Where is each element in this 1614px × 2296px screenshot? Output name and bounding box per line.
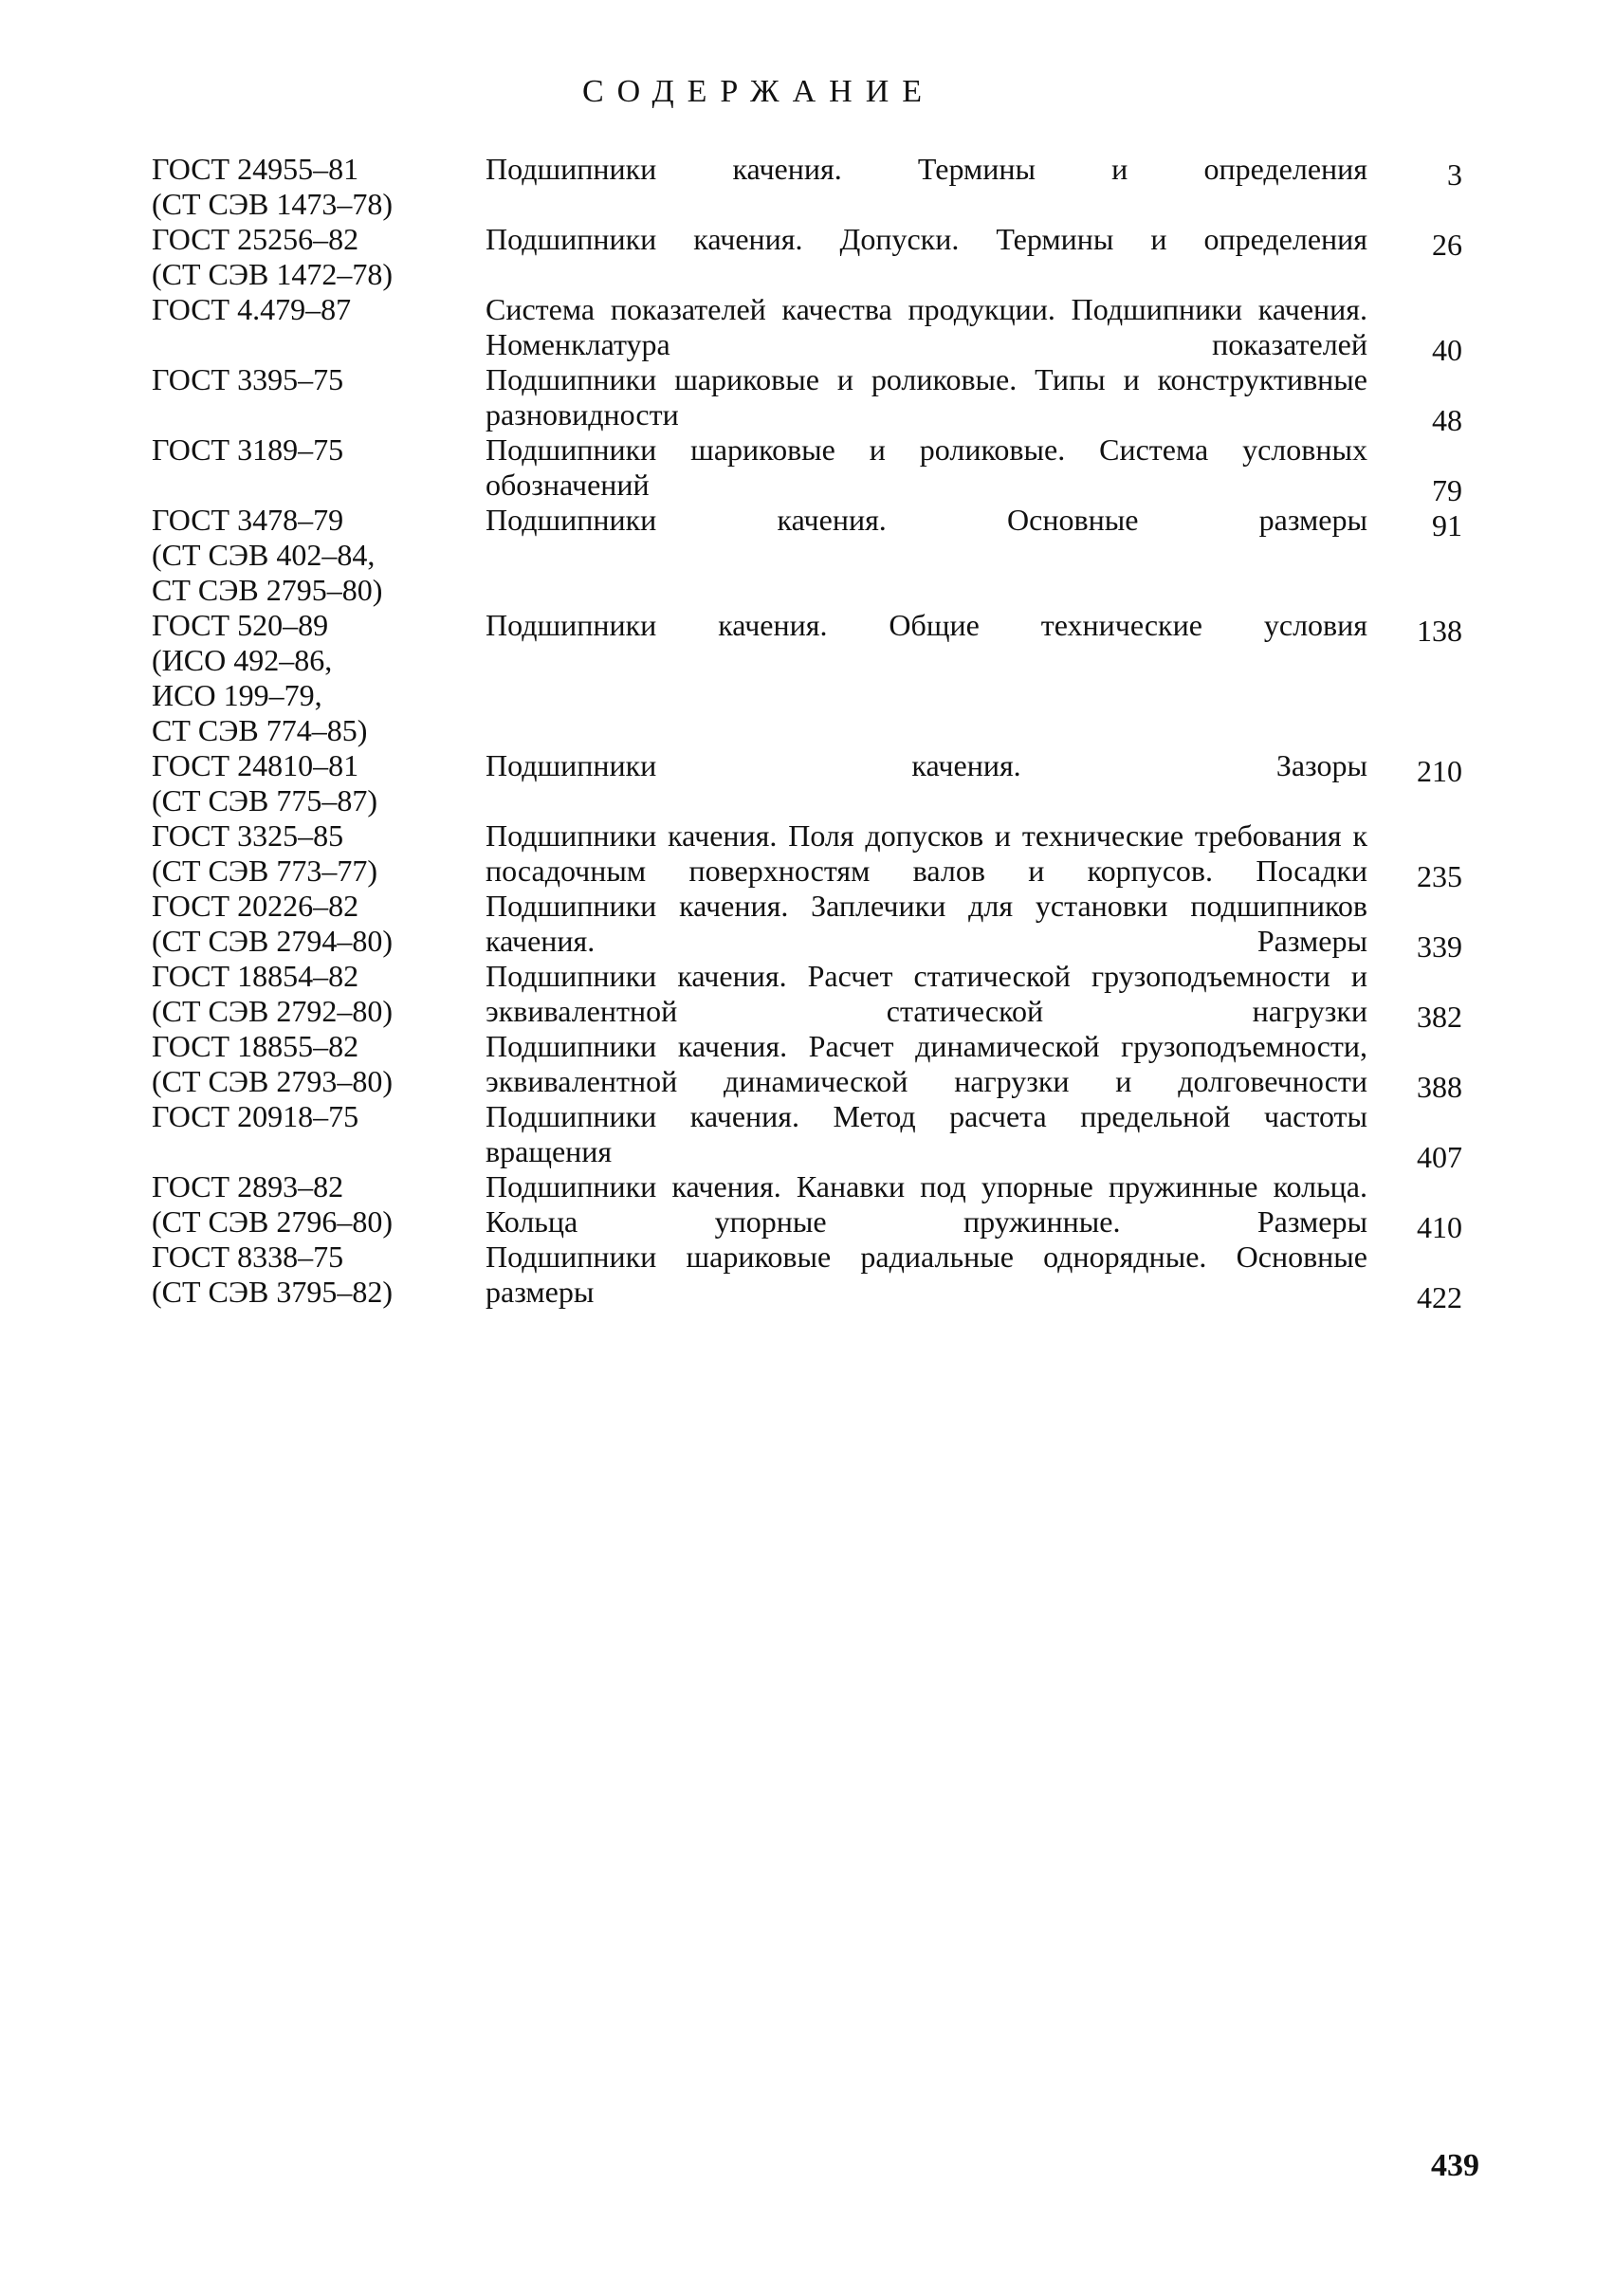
entry-title-text: Подшипники качения. Заплечики для установки подшипников качения. Размеры	[486, 889, 1367, 958]
entry-page-number: 26	[1432, 228, 1462, 262]
toc-entry	[152, 503, 1498, 608]
toc-entry	[152, 432, 1498, 507]
toc-entry	[152, 1240, 1498, 1314]
entry-title	[486, 292, 1367, 362]
standard-codes	[152, 1240, 484, 1310]
standard-code: ГОСТ 3325–85	[152, 818, 344, 853]
standard-codes	[152, 152, 484, 222]
entry-title-text: Подшипники качения. Зазоры	[486, 748, 1367, 782]
standard-codes	[152, 503, 484, 608]
entry-page-number: 210	[1417, 754, 1462, 788]
page-title: СОДЕРЖАНИЕ	[581, 74, 936, 109]
entry-title-text: Подшипники качения. Поля допусков и технические требования к посадочным поверхностям валов и корпусов. Посадки	[486, 818, 1367, 888]
toc-entry	[152, 748, 1498, 818]
toc-entry	[152, 292, 1498, 367]
standard-code: ИСО 199–79,	[152, 678, 322, 712]
standard-codes	[152, 1029, 484, 1099]
entry-page-number: 422	[1417, 1280, 1462, 1314]
toc-entry	[152, 608, 1498, 748]
standard-code: ГОСТ 4.479–87	[152, 292, 352, 326]
standard-code: ГОСТ 520–89	[152, 608, 329, 642]
entry-title	[486, 1099, 1367, 1169]
entry-title-text: Подшипники шариковые и роликовые. Система условных обозначений	[486, 432, 1367, 502]
standard-codes	[152, 292, 484, 327]
entry-page-number: 382	[1417, 1000, 1462, 1034]
entry-title-text: Подшипники качения. Основные размеры	[486, 503, 1367, 537]
entry-title-text: Система показателей качества продукции. Подшипники качения. Номенклатура показателей	[486, 292, 1367, 361]
entry-page-number: 40	[1432, 333, 1462, 367]
entry-page-number: 339	[1417, 929, 1462, 964]
standard-codes	[152, 608, 484, 748]
entry-title	[486, 959, 1367, 1029]
entry-title	[486, 503, 1367, 538]
entry-title	[486, 222, 1367, 257]
standard-code: (ИСО 492–86,	[152, 643, 333, 677]
entry-page-number: 138	[1417, 614, 1462, 648]
toc-entry	[152, 152, 1498, 222]
toc-entry	[152, 959, 1498, 1034]
entry-title	[486, 152, 1367, 187]
entry-page-number: 407	[1417, 1140, 1462, 1174]
standard-codes	[152, 889, 484, 959]
standard-code: (СТ СЭВ 773–77)	[152, 854, 378, 888]
toc-entry	[152, 222, 1498, 292]
standard-code: (СТ СЭВ 402–84,	[152, 538, 376, 572]
standard-code: (СТ СЭВ 3795–82)	[152, 1275, 394, 1309]
standard-code: (СТ СЭВ 1472–78)	[152, 257, 394, 291]
toc-entry	[152, 889, 1498, 964]
entry-title	[486, 889, 1367, 959]
standard-code: (СТ СЭВ 1473–78)	[152, 187, 394, 221]
standard-code: ГОСТ 8338–75	[152, 1240, 344, 1274]
standard-code: (СТ СЭВ 2796–80)	[152, 1204, 394, 1239]
toc-entry	[152, 362, 1498, 437]
standard-codes	[152, 362, 484, 397]
toc-entry	[152, 1099, 1498, 1174]
entry-title-text: Подшипники качения. Термины и определения	[486, 152, 1367, 186]
toc-entry	[152, 1169, 1498, 1244]
entry-title-text: Подшипники качения. Допуски. Термины и определения	[486, 222, 1367, 256]
standard-code: ГОСТ 18854–82	[152, 959, 359, 993]
standard-code: СТ СЭВ 2795–80)	[152, 573, 383, 607]
standard-code: (СТ СЭВ 2794–80)	[152, 924, 394, 958]
entry-title	[486, 362, 1367, 432]
entry-page-number: 388	[1417, 1070, 1462, 1104]
entry-page-number: 3	[1447, 157, 1462, 192]
entry-title-text: Подшипники качения. Канавки под упорные пружинные кольца. Кольца упорные пружинные. Размеры	[486, 1169, 1367, 1239]
standard-code: ГОСТ 3395–75	[152, 362, 344, 396]
standard-code: СТ СЭВ 774–85)	[152, 713, 368, 747]
standard-codes	[152, 432, 484, 468]
entry-page-number: 235	[1417, 859, 1462, 893]
standard-code: ГОСТ 20918–75	[152, 1099, 359, 1133]
entry-page-number: 91	[1432, 508, 1462, 542]
standard-codes	[152, 222, 484, 292]
standard-code: (СТ СЭВ 2792–80)	[152, 994, 394, 1028]
toc-entry	[152, 1029, 1498, 1104]
standard-code: (СТ СЭВ 2793–80)	[152, 1064, 394, 1098]
entry-title-text: Подшипники качения. Расчет статической грузоподъемности и эквивалентной статической нагрузки	[486, 959, 1367, 1028]
standard-code: ГОСТ 24955–81	[152, 152, 359, 186]
standard-code: ГОСТ 2893–82	[152, 1169, 344, 1203]
standard-code: ГОСТ 18855–82	[152, 1029, 359, 1063]
entry-page-number: 79	[1432, 473, 1462, 507]
standard-codes	[152, 1169, 484, 1240]
entry-title	[486, 1240, 1367, 1310]
page-number: 439	[1431, 2148, 1479, 2183]
toc-entry	[152, 818, 1498, 893]
entry-title-text: Подшипники шариковые радиальные однорядные. Основные размеры	[486, 1240, 1367, 1309]
entry-title-text: Подшипники качения. Метод расчета предельной частоты вращения	[486, 1099, 1367, 1168]
standard-code: ГОСТ 24810–81	[152, 748, 359, 782]
entry-title-text: Подшипники качения. Общие технические условия	[486, 608, 1367, 642]
entry-title	[486, 818, 1367, 889]
standard-code: ГОСТ 3189–75	[152, 432, 344, 467]
entry-title-text: Подшипники качения. Расчет динамической грузоподъемности, эквивалентной динамической нагрузки и долговечности	[486, 1029, 1367, 1098]
entry-title-text: Подшипники шариковые и роликовые. Типы и конструктивные разновидности	[486, 362, 1367, 432]
standard-codes	[152, 748, 484, 818]
entry-title	[486, 1029, 1367, 1099]
entry-title	[486, 748, 1367, 783]
standard-code: ГОСТ 20226–82	[152, 889, 359, 923]
entry-title	[486, 1169, 1367, 1240]
standard-code: (СТ СЭВ 775–87)	[152, 783, 378, 817]
entry-title	[486, 432, 1367, 503]
entry-page-number: 410	[1417, 1210, 1462, 1244]
standard-code: ГОСТ 25256–82	[152, 222, 359, 256]
standard-code: ГОСТ 3478–79	[152, 503, 344, 537]
standard-codes	[152, 1099, 484, 1134]
standard-codes	[152, 818, 484, 889]
standard-codes	[152, 959, 484, 1029]
table-of-contents	[152, 152, 1498, 1314]
entry-title	[486, 608, 1367, 643]
entry-page-number: 48	[1432, 403, 1462, 437]
